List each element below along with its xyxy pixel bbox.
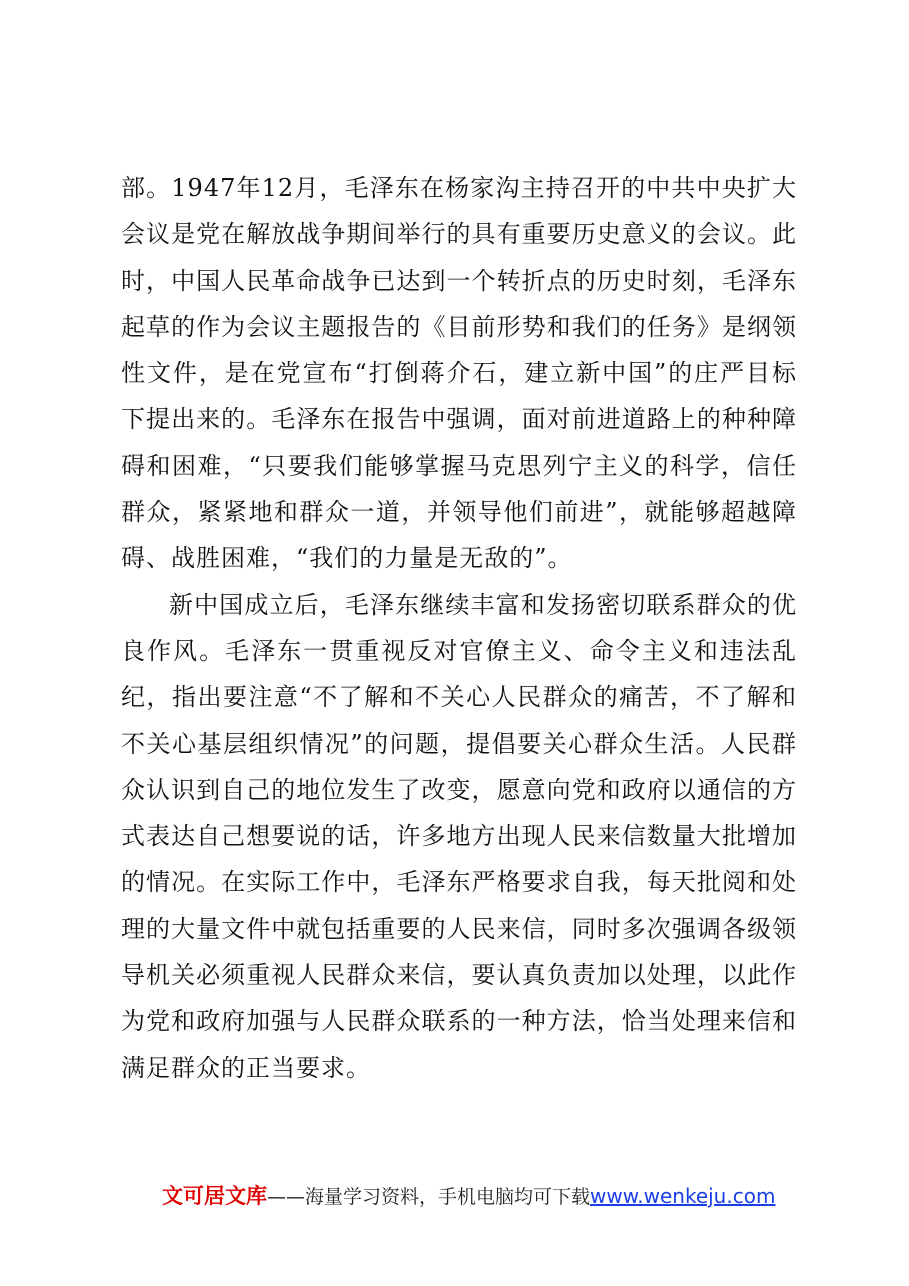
footer-website-link[interactable]: www.wenkeju.com (590, 1184, 776, 1208)
footer-dash: —— (267, 1186, 305, 1208)
body-paragraph: 新中国成立后，毛泽东继续丰富和发扬密切联系群众的优良作风。毛泽东一贯重视反对官僚主义、命令主义和违法乱纪，指出要注意“不了解和不关心人民群众的痛苦，不了解和不关心基层组织情况”的问题，提倡要关心群众生活。人民群众认识到自己的地位发生了改变，愿意向党和政府以通信的方式表达自己想要说的话，许多地方出现人民来信数量大批增加的情况。在实际工作中，毛泽东严格要求自我，每天批阅和处理的大量文件中就包括重要的人民来信，同时多次强调各级领导机关必须重视人民群众来信，要认真负责加以处理，以此作为党和政府加强与人民群众联系的一种方法，恰当处理来信和满足群众的正当要求。 (121, 590, 797, 1082)
footer-tagline: 海量学习资料，手机电脑均可下载 (305, 1186, 591, 1208)
document-body (121, 165, 797, 1091)
body-paragraph: 部。1947年12月，毛泽东在杨家沟主持召开的中共中央扩大会议是党在解放战争期间举行的具有重要历史意义的会议。此时，中国人民革命战争已达到一个转折点的历史时刻，毛泽东起草的作为会议主题报告的《目前形势和我们的任务》是纲领性文件，是在党宣布“打倒蒋介石，建立新中国”的庄严目标下提出来的。毛泽东在报告中强调，面对前进道路上的种种障碍和困难，“只要我们能够掌握马克思列宁主义的科学，信任群众，紧紧地和群众一道，并领导他们前进”，就能够超越障碍、战胜困难，“我们的力量是无敌的”。 (121, 174, 797, 573)
footer-banner (162, 1181, 802, 1211)
footer-brand-name: 文可居文库 (162, 1184, 267, 1208)
